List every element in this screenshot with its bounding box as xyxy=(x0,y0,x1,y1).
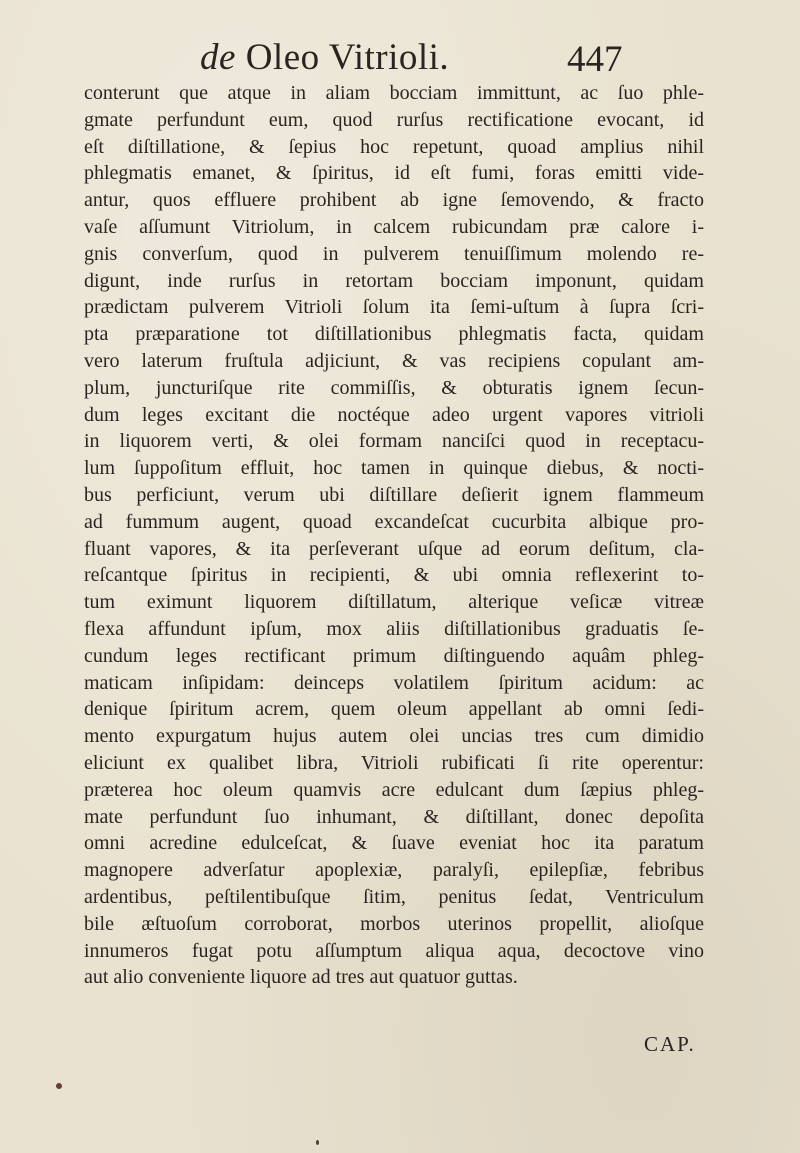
text-line: phlegmatis emanet, & ſpiritus, id eſt fumi, foras emitti vide- xyxy=(84,162,704,185)
text-line: dum leges excitant die noctéque adeo urgent vapores vitrioli xyxy=(84,403,704,426)
text-line: gmate perfundunt eum, quod rurſus rectificatione evocant, id xyxy=(84,108,704,131)
text-line: denique ſpiritum acrem, quem oleum appellant ab omni ſedi- xyxy=(84,698,704,721)
text-line: ad fummum augent, quoad excandeſcat cucurbita albique pro- xyxy=(84,510,704,533)
text-line: bile æſtuoſum corroborat, morbos uterinos propellit, alioſque xyxy=(84,912,704,935)
catchword: CAP. xyxy=(644,1032,696,1056)
text-line: cundum leges rectificant primum diſtinguendo aquâm phleg- xyxy=(84,644,704,667)
ink-speck xyxy=(56,1083,62,1089)
text-line: digunt, inde rurſus in retortam bocciam imponunt, quidam xyxy=(84,269,704,292)
text-line: aut alio conveniente liquore ad tres aut quatuor guttas. xyxy=(84,966,518,989)
text-line: omni acredine edulceſcat, & ſuave eveniat hoc ita paratum xyxy=(84,832,704,855)
text-line: eſt diſtillatione, & ſepius hoc repetunt, quoad amplius nihil xyxy=(84,135,704,158)
text-line: plum, juncturiſque rite commiſſis, & obturatis ignem ſecun- xyxy=(84,376,704,399)
text-line: pta præparatione tot diſtillationibus phlegmatis facta, quidam xyxy=(84,323,704,346)
text-line: prædictam pulverem Vitrioli ſolum ita ſemi-uſtum à ſupra ſcri- xyxy=(84,296,704,319)
text-line: præterea hoc oleum quamvis acre edulcant dum ſæpius phleg- xyxy=(84,778,704,801)
text-line: innumeros fugat potu aſſumptum aliqua aqua, decoctove vino xyxy=(84,939,704,962)
text-line: maticam inſipidam: deinceps volatilem ſpiritum acidum: ac xyxy=(84,671,704,694)
text-line: tum eximunt liquorem diſtillatum, alterique veſicæ vitreæ xyxy=(84,591,704,614)
running-title-prefix: de xyxy=(200,37,236,78)
text-line: mento expurgatum hujus autem olei uncias tres cum dimidio xyxy=(84,725,704,748)
page-number: 447 xyxy=(567,39,623,80)
text-line: in liquorem verti, & olei formam nanciſci quod in receptacu- xyxy=(84,430,704,453)
ink-speck xyxy=(316,1140,319,1145)
body-text xyxy=(84,80,704,991)
text-line: vaſe aſſumunt Vitriolum, in calcem rubicundam præ calore i- xyxy=(84,215,704,238)
text-line: lum ſuppoſitum effluit, hoc tamen in quinque diebus, & nocti- xyxy=(84,457,704,480)
text-line: magnopere adverſatur apoplexiæ, paralyſi, epilepſiæ, febribus xyxy=(84,859,704,882)
text-line: antur, quos effluere prohibent ab igne ſemovendo, & fracto xyxy=(84,189,704,212)
text-line: reſcantque ſpiritus in recipienti, & ubi omnia reflexerint to- xyxy=(84,564,704,587)
running-title xyxy=(200,36,449,79)
text-line: conterunt que atque in aliam bocciam immittunt, ac ſuo phle- xyxy=(84,82,704,104)
running-title-main: Oleo Vitrioli. xyxy=(245,37,450,78)
text-line: mate perfundunt ſuo inhumant, & diſtillant, donec depoſita xyxy=(84,805,704,828)
text-line: gnis converſum, quod in pulverem tenuiſſimum molendo re- xyxy=(84,242,704,265)
text-line: eliciunt ex qualibet libra, Vitrioli rubificati ſi rite operentur: xyxy=(84,751,704,774)
text-line: fluant vapores, & ita perſeverant uſque ad eorum deſitum, cla- xyxy=(84,537,704,560)
text-line: flexa affundunt ipſum, mox aliis diſtillationibus graduatis ſe- xyxy=(84,617,704,640)
running-head xyxy=(200,28,680,88)
text-line: bus perficiunt, verum ubi diſtillare deſierit ignem flammeum xyxy=(84,483,704,506)
text-line: ardentibus, peſtilentibuſque ſitim, penitus ſedat, Ventriculum xyxy=(84,885,704,908)
text-line: vero laterum fruſtula adjiciunt, & vas recipiens copulant am- xyxy=(84,349,704,372)
